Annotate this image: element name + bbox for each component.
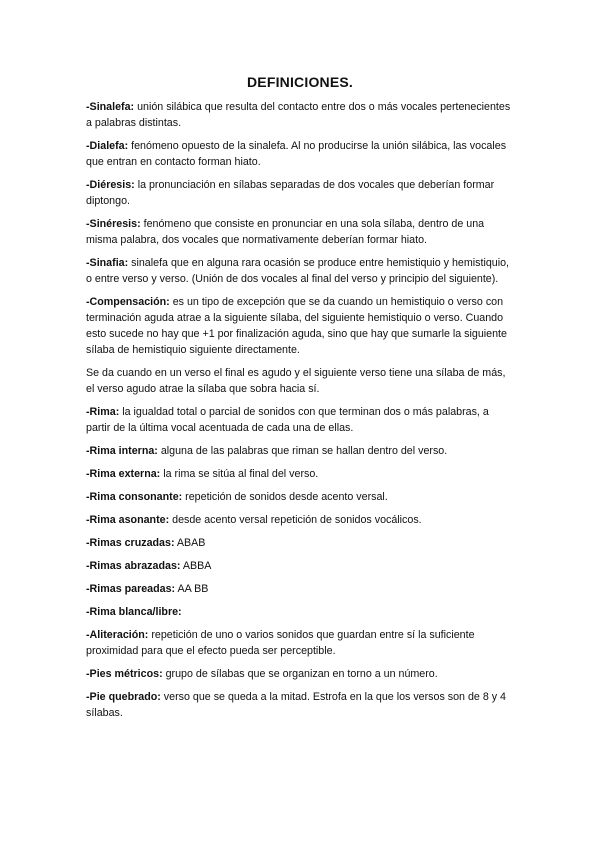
definition-text: la rima se sitúa al final del verso. — [160, 468, 319, 480]
definition-text: verso que se queda a la mitad. Estrofa en la que los versos son de 8 y 4 sílabas. — [86, 691, 507, 719]
definition-item — [86, 443, 516, 459]
definitions-list — [86, 99, 516, 728]
definition-term: -Diéresis: — [86, 179, 135, 191]
definition-text: es un tipo de excepción que se da cuando un hemistiquio o verso con terminación aguda atrae a la siguiente sílaba, del siguiente hemistiquio o verso. Cuando esto sucede no hay que +1 por finalización aguda, sino que hay que sumarle la siguiente sílaba de hemistiquio siguiente directamente. — [86, 296, 507, 356]
definition-text: unión silábica que resulta del contacto entre dos o más vocales pertenecientes a palabras distintas. — [86, 101, 511, 129]
definition-item — [86, 255, 516, 287]
definition-term: -Rimas pareadas: — [86, 583, 176, 595]
definition-term: -Pie quebrado: — [86, 691, 161, 703]
definition-term: -Rima externa: — [86, 468, 161, 480]
definition-text: ABAB — [174, 537, 206, 549]
definition-item — [86, 535, 516, 551]
definition-text: grupo de sílabas que se organizan en torno a un número. — [162, 668, 438, 680]
definition-item — [86, 604, 516, 620]
definition-term: -Rima asonante: — [86, 514, 170, 526]
definition-term: -Rima consonante: — [86, 491, 183, 503]
definition-term: -Pies métricos: — [86, 668, 163, 680]
definition-term: -Aliteración: — [86, 629, 149, 641]
definition-item — [86, 581, 516, 597]
definition-item — [86, 512, 516, 528]
definition-term: -Rimas cruzadas: — [86, 537, 175, 549]
definition-item — [86, 558, 516, 574]
definition-item — [86, 99, 516, 131]
definition-text: repetición de sonidos desde acento versal. — [182, 491, 388, 503]
definition-term: -Rimas abrazadas: — [86, 560, 181, 572]
definition-term: -Sinéresis: — [86, 218, 141, 230]
definition-term: -Rima: — [86, 406, 120, 418]
definition-text: Se da cuando en un verso el final es agudo y el siguiente verso tiene una sílaba de más, el verso agudo atrae la sílaba que sobra hacia sí. — [86, 367, 506, 395]
definition-text: fenómeno opuesto de la sinalefa. Al no producirse la unión silábica, las vocales que entran en contacto forman hiato. — [86, 140, 507, 168]
definition-item — [86, 404, 516, 436]
definition-item — [86, 666, 516, 682]
definition-item — [86, 138, 516, 170]
definition-term: -Rima blanca/libre: — [86, 606, 182, 618]
definition-item — [86, 294, 516, 358]
definition-text: la igualdad total o parcial de sonidos con que terminan dos o más palabras, a partir de la última vocal acentuada de cada una de ellas. — [86, 406, 489, 434]
definition-term: -Rima interna: — [86, 445, 158, 457]
definition-text: fenómeno que consiste en pronunciar en una sola sílaba, dentro de una misma palabra, dos vocales que normativamente deberían formar hiato. — [86, 218, 485, 246]
definition-item — [86, 466, 516, 482]
definition-text: la pronunciación en sílabas separadas de dos vocales que deberían formar diptongo. — [86, 179, 495, 207]
definition-item — [86, 627, 516, 659]
definition-item — [86, 489, 516, 505]
definition-item — [86, 216, 516, 248]
definition-text: desde acento versal repetición de sonidos vocálicos. — [169, 514, 422, 526]
page-title: DEFINICIONES. — [246, 74, 354, 90]
definition-term: -Sinafia: — [86, 257, 129, 269]
definition-text: repetición de uno o varios sonidos que guardan entre sí la suficiente proximidad para que el efecto pueda ser perceptible. — [86, 629, 475, 657]
definition-item — [86, 177, 516, 209]
definition-term: -Dialefa: — [86, 140, 129, 152]
definition-text: ABBA — [180, 560, 212, 572]
definition-text: alguna de las palabras que riman se hallan dentro del verso. — [157, 445, 448, 457]
definition-term: -Sinalefa: — [86, 101, 135, 113]
definition-item — [86, 689, 516, 721]
definition-term: -Compensación: — [86, 296, 170, 308]
definition-paragraph — [86, 365, 516, 397]
definition-text: AA BB — [175, 583, 209, 595]
definition-text: sinalefa que en alguna rara ocasión se produce entre hemistiquio y hemistiquio, o entre verso y verso. (Unión de dos vocales al final del verso y principio del siguiente). — [86, 257, 509, 285]
